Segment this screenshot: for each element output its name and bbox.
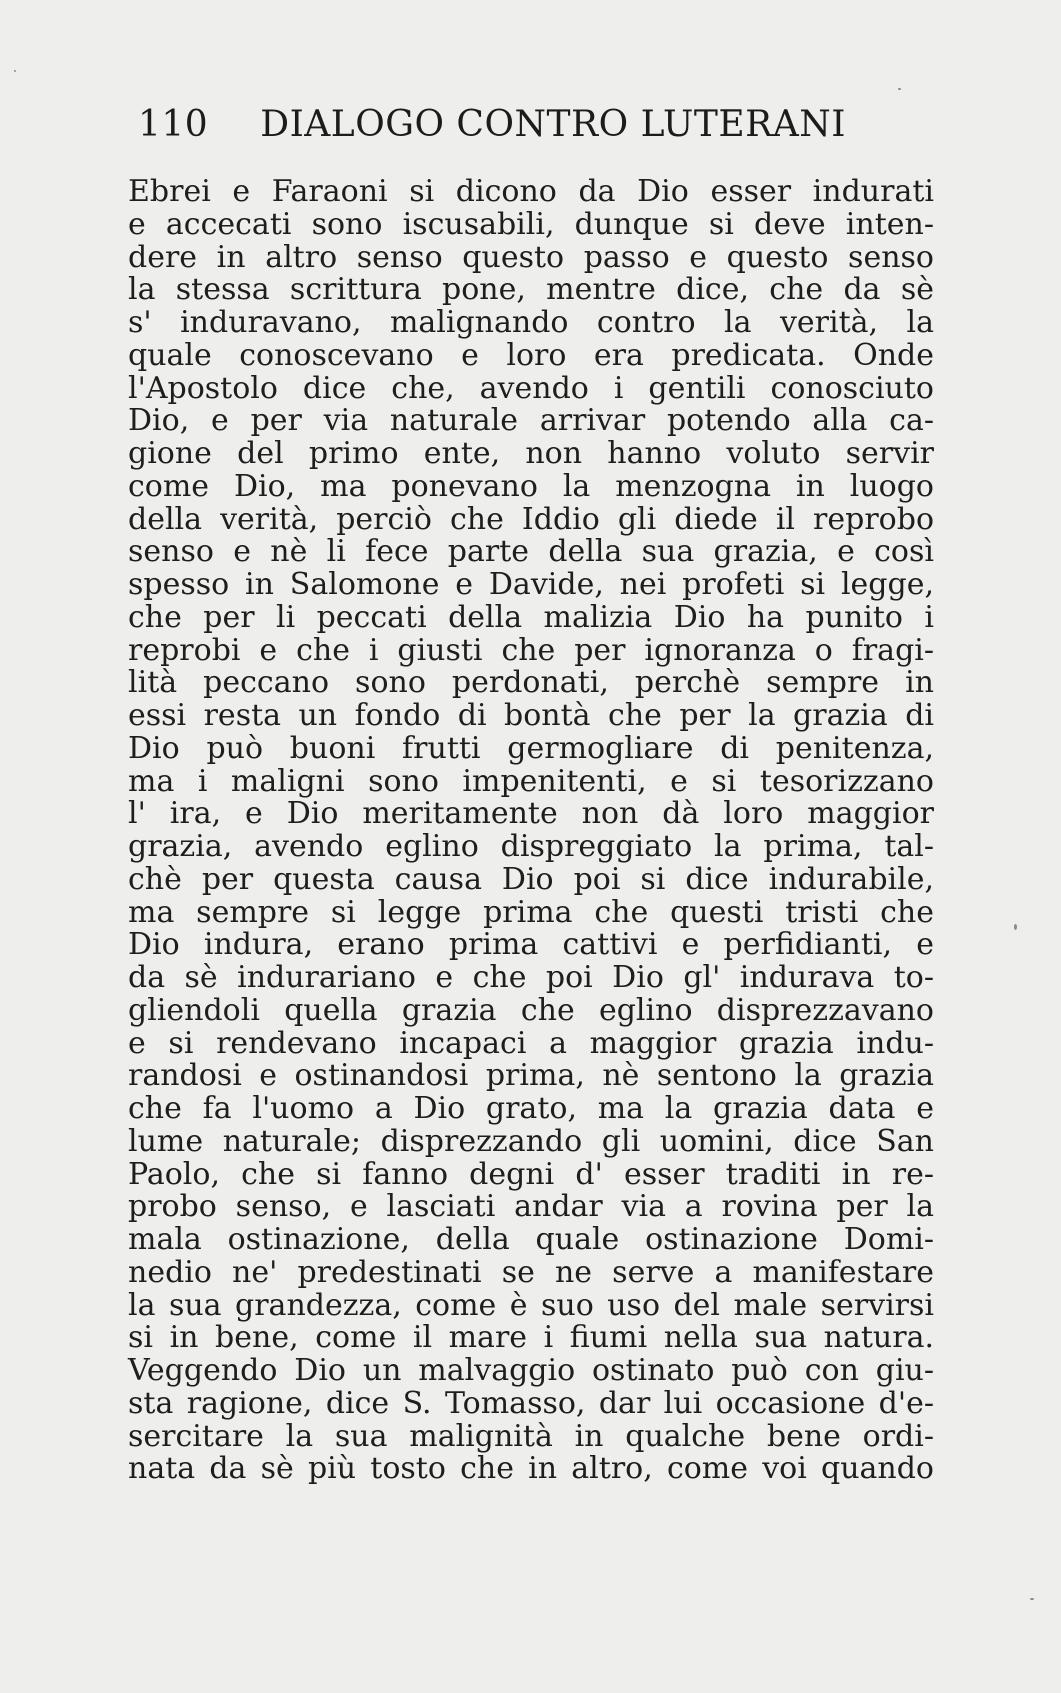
text-line: l'Apostolo dice che, avendo i gentili conosciuto <box>128 370 934 406</box>
text-line: gliendoli quella grazia che eglino disprezzavano <box>128 992 934 1028</box>
text-line: grazia, avendo eglino dispreggiato la prima, tal- <box>128 829 934 864</box>
text-line: e si rendevano incapaci a maggior grazia indu- <box>128 1025 934 1061</box>
running-head <box>138 104 846 145</box>
text-line: probo senso, e lasciati andar via a rovina per la <box>128 1189 934 1225</box>
text-line: che per li peccati della malizia Dio ha punito i <box>128 599 934 635</box>
text-line: quale conoscevano e loro era predicata. Onde <box>128 337 934 373</box>
text-line: Ebrei e Faraoni si dicono da Dio esser indurati <box>128 174 934 209</box>
text-line: come Dio, ma ponevano la menzogna in luogo <box>128 468 934 504</box>
text-line: spesso in Salomone e Davide, nei profeti si legge, <box>128 567 934 602</box>
text-line: sta ragione, dice S. Tomasso, dar lui occasione d'e- <box>128 1385 934 1421</box>
text-line: s' induravano, malignando contro la verità, la <box>128 305 934 340</box>
text-line: si in bene, come il mare i fiumi nella sua natura. <box>128 1320 934 1356</box>
scan-speck <box>1014 924 1017 930</box>
body-text <box>128 176 934 1486</box>
text-line: essi resta un fondo di bontà che per la grazia di <box>128 698 934 733</box>
text-line: la stessa scrittura pone, mentre dice, che da sè <box>128 272 934 308</box>
text-line: reprobi e che i giusti che per ignoranza o fragi- <box>128 632 934 668</box>
text-line: dere in altro senso questo passo e questo senso <box>128 239 934 275</box>
text-line: ma sempre si legge prima che questi tristi che <box>128 894 934 930</box>
text-line: randosi e ostinandosi prima, nè sentono la grazia <box>128 1058 934 1094</box>
text-line: la sua grandezza, come è suo uso del male servirsi <box>128 1287 934 1323</box>
page-number: 110 <box>138 104 209 145</box>
text-line: mala ostinazione, della quale ostinazione Domi- <box>128 1222 934 1257</box>
scan-speck <box>898 88 901 90</box>
scan-speck <box>14 70 16 72</box>
text-line: e accecati sono iscusabili, dunque si deve inten- <box>128 206 934 242</box>
text-line: l' ira, e Dio meritamente non dà loro maggior <box>128 796 934 832</box>
text-line: lume naturale; disprezzando gli uomini, dice San <box>128 1123 934 1159</box>
text-line: gione del primo ente, non hanno voluto servir <box>128 436 934 471</box>
text-line: lità peccano sono perdonati, perchè sempre in <box>128 665 934 701</box>
running-title: DIALOGO CONTRO LUTERANI <box>260 104 846 145</box>
text-line: nedio ne' predestinati se ne serve a manifestare <box>128 1254 934 1290</box>
text-line: Dio indura, erano prima cattivi e perfidianti, e <box>128 927 934 963</box>
text-line: da sè indurariano e che poi Dio gl' indurava to- <box>128 960 934 995</box>
text-line: senso e nè li fece parte della sua grazia, e così <box>128 534 934 570</box>
text-line: Veggendo Dio un malvaggio ostinato può con giu- <box>128 1353 934 1388</box>
text-line: nata da sè più tosto che in altro, come voi quando <box>128 1451 934 1487</box>
text-line: chè per questa causa Dio poi si dice indurabile, <box>128 861 934 897</box>
text-line: Dio, e per via naturale arrivar potendo alla ca- <box>128 403 934 439</box>
text-line: della verità, perciò che Iddio gli diede il reprobo <box>128 501 934 537</box>
text-line: che fa l'uomo a Dio grato, ma la grazia data e <box>128 1091 934 1126</box>
text-line: Dio può buoni frutti germogliare di penitenza, <box>128 730 934 766</box>
scan-speck <box>1030 1598 1034 1600</box>
text-line: Paolo, che si fanno degni d' esser traditi in re- <box>128 1156 934 1192</box>
text-line: sercitare la sua malignità in qualche bene ordi- <box>128 1418 934 1454</box>
text-line: ma i maligni sono impenitenti, e si tesorizzano <box>128 763 934 799</box>
